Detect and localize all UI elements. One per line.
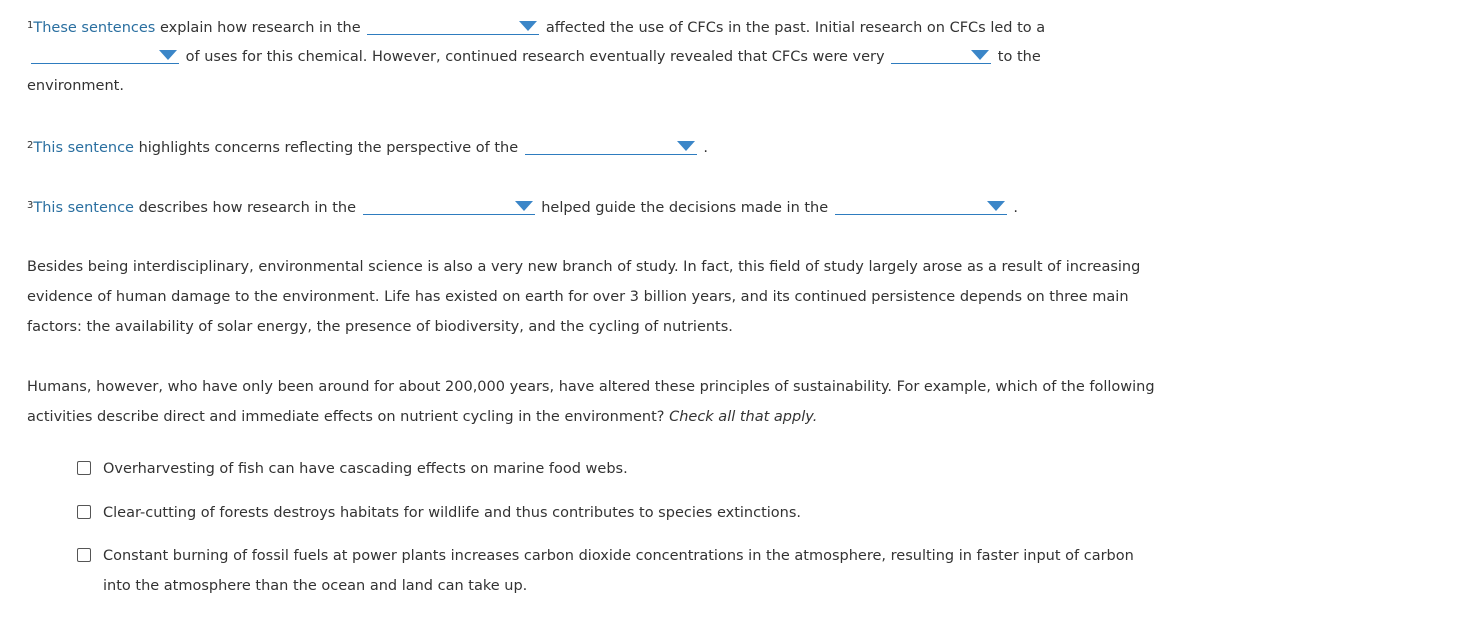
- option-checkbox[interactable]: [77, 548, 91, 562]
- chevron-down-icon: [159, 50, 177, 60]
- q2-sentence-link[interactable]: This sentence: [33, 140, 134, 156]
- q3-text-2: helped guide the decisions made in the: [536, 200, 833, 216]
- option-checkbox[interactable]: [77, 461, 91, 475]
- q1-text-2: affected the use of CFCs in the past. Initial research on CFCs led to a: [541, 20, 1046, 36]
- q2-text-1: highlights concerns reflecting the perspective of the: [133, 140, 523, 156]
- q1-dropdown-1[interactable]: [367, 16, 539, 35]
- q3-line: [27, 195, 1018, 217]
- q3-dropdown-1[interactable]: [363, 196, 535, 215]
- option-label: Overharvesting of fish can have cascading effects on marine food webs.: [103, 461, 628, 477]
- q1-text-3: of uses for this chemical. However, continued research eventually revealed that CFCs were very: [181, 49, 890, 65]
- q1-text-4: to the: [993, 49, 1041, 65]
- q2-line: [27, 135, 708, 157]
- q1-line-1: [27, 15, 1045, 37]
- chevron-down-icon: [519, 21, 537, 31]
- option-label: Constant burning of fossil fuels at power plants increases carbon dioxide concentrations in the atmosphere, resulting in faster input of carbon into the atmosphere than the ocean and land can take up.: [103, 548, 1134, 594]
- q3-sentence-link[interactable]: This sentence: [33, 200, 134, 216]
- passage-paragraph-1: Besides being interdisciplinary, environmental science is also a very new branch of study. In fact, this field of study largely arose as a result of increasing evidence of human damage to the environment. Life has existed on earth for over 3 billion years, and its continued persistence depends on three main factors: the availability of solar energy, the presence of biodiversity, and the cycling of nutrients.: [27, 259, 1141, 335]
- question-prompt: Humans, however, who have only been around for about 200,000 years, have altered these principles of sustainability. For example, which of the following activities describe direct and immediate effects on nutrient cycling in the environment?: [27, 379, 1155, 425]
- chevron-down-icon: [677, 141, 695, 151]
- option-row[interactable]: [77, 498, 1157, 528]
- option-checkbox[interactable]: [77, 505, 91, 519]
- q2-dropdown[interactable]: [525, 136, 697, 155]
- option-row[interactable]: [77, 454, 1157, 484]
- q1-dropdown-3[interactable]: [891, 45, 991, 64]
- q1-line-3: [27, 75, 124, 97]
- q1-text-1: explain how research in the: [155, 20, 366, 36]
- q3-text-1: describes how research in the: [133, 200, 361, 216]
- passage-paragraph-2: [27, 372, 1187, 432]
- q1-dropdown-2[interactable]: [31, 45, 179, 64]
- option-label: Clear-cutting of forests destroys habitats for wildlife and thus contributes to species extinctions.: [103, 505, 802, 521]
- q3-text-3: .: [1008, 200, 1018, 216]
- q1-text-5: environment.: [27, 78, 124, 94]
- q1-line-2: [31, 45, 1041, 67]
- q2-number: 2: [27, 140, 34, 151]
- chevron-down-icon: [987, 201, 1005, 211]
- option-row[interactable]: [77, 541, 1157, 601]
- q1-number: 1: [27, 20, 34, 31]
- question-instruction: Check all that apply.: [669, 409, 818, 425]
- chevron-down-icon: [971, 50, 989, 60]
- q2-text-2: .: [698, 140, 708, 156]
- q1-sentence-link[interactable]: These sentences: [33, 20, 156, 36]
- q3-number: 3: [27, 200, 34, 211]
- q3-dropdown-2[interactable]: [835, 196, 1007, 215]
- chevron-down-icon: [515, 201, 533, 211]
